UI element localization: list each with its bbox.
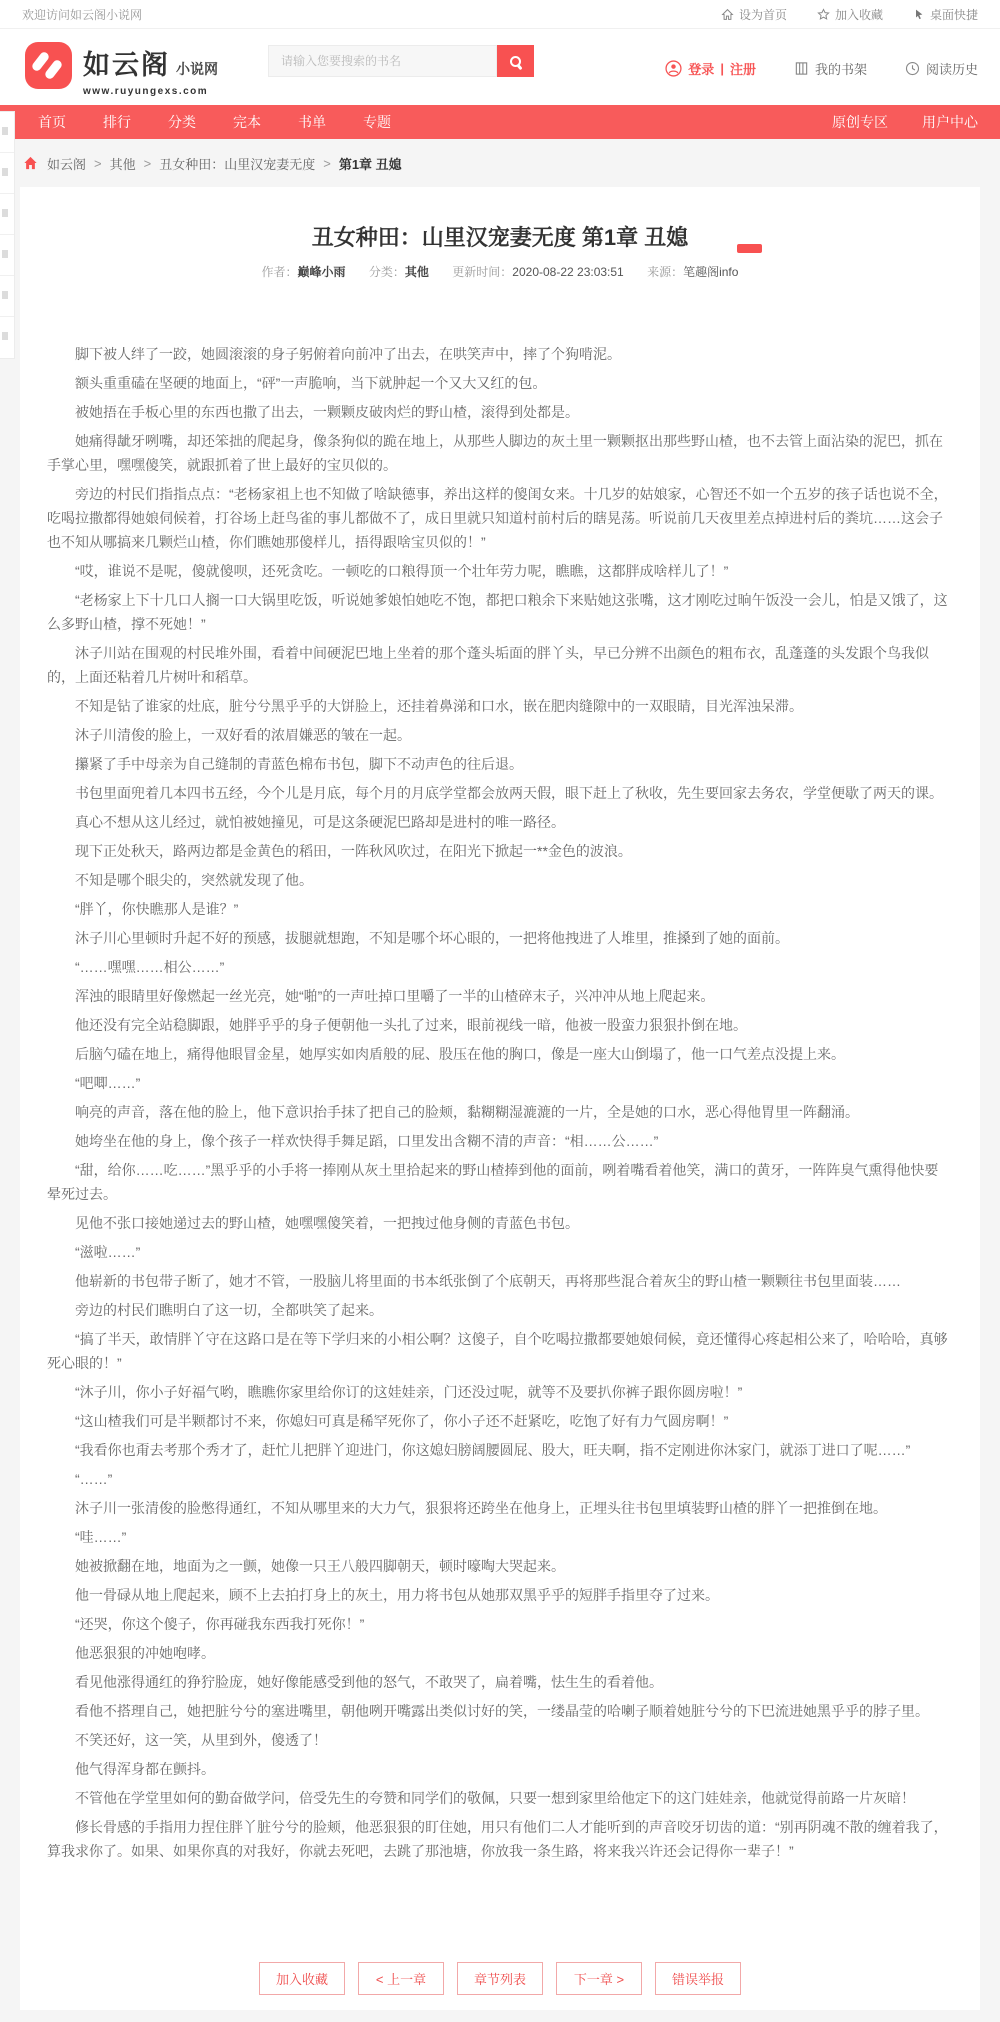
breadcrumb-site[interactable]: 如云阁 [47,156,87,172]
breadcrumb-separator: > [143,155,152,171]
login-label: 登录 [688,62,715,77]
meta-updated [452,265,623,279]
add-favorite-label: 加入收藏 [834,7,883,22]
nav-item-ranking[interactable]: 排行 [103,114,131,130]
topbar-links [721,6,978,23]
side-strip-cell[interactable] [0,153,14,194]
register-label: 注册 [729,62,756,77]
chapter-paragraph: 后脑勺磕在地上，痛得他眼冒金星，她厚实如肉盾般的屁、股压在他的胸口，像是一座大山倒塌了，他一口气差点没提上来。 [75,1046,845,1062]
home-icon [721,8,734,21]
chapter-paragraph: 脚下被人绊了一跤，她圆滚滚的身子躬俯着向前冲了出去，在哄笑声中，摔了个狗啃泥。 [75,346,621,362]
nav-item-booklist[interactable]: 书单 [298,114,326,130]
meta-source-label: 来源： [647,265,684,279]
chapter-paragraph: “哇……” [75,1529,127,1545]
my-bookshelf-link[interactable] [794,59,867,78]
nav-right [832,112,978,132]
brand-name: 如云阁 [83,50,170,80]
reading-history-link[interactable] [905,59,978,78]
search-input[interactable] [268,45,497,77]
chapter-paragraph: 看见他涨得通红的狰狞脸庞，她好像能感受到他的怒气，不敢哭了，扁着嘴，怯生生的看着他。 [75,1674,663,1690]
chapter-paragraph: “我看你也甭去考那个秀才了，赶忙儿把胖丫迎进门，你这媳妇膀阔腰圆屁、股大，旺夫啊，指不定刚进你沐家门，就添丁进口了呢……” [75,1442,911,1458]
chapter-paragraph: 沐子川站在围观的村民堆外围，看着中间硬泥巴地上坐着的那个蓬头垢面的胖丫头，早已分辨不出颜色的粗布衣，乱蓬蓬的头发跟个鸟我似的，上面还粘着几片树叶和稻草。 [47,645,929,685]
chapter-paragraph: 不笑还好，这一笑，从里到外，傻透了！ [75,1732,327,1748]
chapter-paragraph: 他还没有完全站稳脚跟，她胖乎乎的身子便朝他一头扎了过来，眼前视线一暗，他被一股蛮力狠狠扑倒在地。 [75,1017,747,1033]
chapter-paragraph: “哎，谁说不是呢，傻就傻呗，还死贪吃。一顿吃的口粮得顶一个壮年劳力呢，瞧瞧，这都胖成啥样儿了！” [75,563,729,579]
chapter-paragraph: “……嘿嘿……相公……” [75,959,225,975]
nav-item-user-center[interactable]: 用户中心 [922,114,978,130]
chapter-paragraph: “甜，给你……吃……”黑乎乎的小手将一捧刚从灰土里拾起来的野山楂捧到他的面前，咧着嘴看着他笑，满口的黄牙，一阵阵臭气熏得他快要晕死过去。 [47,1162,939,1202]
chapter-paragraph: 她痛得龇牙咧嘴，却还笨拙的爬起身，像条狗似的跪在地上，从那些人脚边的灰土里一颗颗抠出那些野山楂，也不去管上面沾染的泥巴，抓在手掌心里，嘿嘿傻笑，就跟抓着了世上最好的宝贝似的。 [47,433,943,473]
chapter-paragraph: 攥紧了手中母亲为自己缝制的青蓝色棉布书包，脚下不动声色的往后退。 [75,756,523,772]
chapter-paragraph: 修长骨感的手指用力捏住胖丫脏兮兮的脸颊，他恶狠狠的盯住她，用只有他们二人才能听到的声音咬牙切齿的道：“别再阴魂不散的缠着我了，算我求你了。如果、如果你真的对我好，你就去死吧，去跳了那池塘，你放我一条生路，将来我兴许还会记得你一辈子！” [47,1819,948,1859]
red-dash-decoration [737,244,762,253]
chapter-paragraph: 旁边的村民们瞧明白了这一切，全都哄笑了起来。 [75,1302,383,1318]
site-logo[interactable] [25,42,218,97]
chapter-content [20,342,980,1863]
meta-author [262,265,346,279]
side-strip-cell[interactable] [0,112,14,153]
meta-source [647,265,738,279]
site-url: www.ruyungexs.com [83,86,209,97]
breadcrumb-category[interactable]: 其他 [109,156,136,172]
set-home-link[interactable] [721,6,787,23]
meta-source-value: 笔趣阁info [683,265,739,279]
star-icon [817,8,830,21]
page-title: 丑女种田：山里汉宠妻无度 第1章 丑媳 [311,225,689,250]
desktop-shortcut-link[interactable] [913,6,978,23]
chapter-paragraph: 他崭新的书包带子断了，她才不管，一股脑儿将里面的书本纸张倒了个底朝天，再将那些混合着灰尘的野山楂一颗颗往书包里面装…… [75,1273,901,1289]
chapter-paragraph: 他一骨碌从地上爬起来，顾不上去拍打身上的灰土，用力将书包从她那双黑乎乎的短胖手指里夺了过来。 [75,1587,719,1603]
chapter-paragraph: 他气得浑身都在颤抖。 [75,1761,215,1777]
chapter-paragraph: 沐子川心里顿时升起不好的预感，拔腿就想跑，不知是哪个坏心眼的，一把将他拽进了人堆里，推搡到了她的面前。 [75,930,789,946]
login-divider: | [720,61,724,76]
topbar [0,0,1000,29]
meta-category-label: 分类： [368,265,405,279]
brand-suffix: 小说网 [176,61,218,77]
chapter-paragraph: “吧唧……” [75,1075,141,1091]
nav-item-category[interactable]: 分类 [168,114,196,130]
side-strip [0,111,15,359]
chapter-list-button[interactable]: 章节列表 [457,1962,543,1995]
my-bookshelf-label: 我的书架 [814,62,867,77]
side-strip-cell[interactable] [0,317,14,358]
breadcrumb-book[interactable]: 丑女种田：山里汉宠妻无度 [159,156,316,172]
chapter-paragraph: 不管他在学堂里如何的勤奋做学问，倍受先生的夸赞和同学们的敬佩，只要一想到家里给他定下的这门娃娃亲，他就觉得前路一片灰暗！ [75,1790,915,1806]
chapter-paragraph: 旁边的村民们指指点点：“老杨家祖上也不知做了啥缺德事，养出这样的傻闺女来。十几岁的姑娘家，心智还不如一个五岁的孩子话也说不全，吃喝拉撒都得她娘伺候着，打谷场上赶鸟雀的事儿都做不了，成日里就只知道村前村后的瞎晃荡。听说前几天夜里差点掉进村后的粪坑……这会子也不知从哪搞来几颗烂山楂，你们瞧她那傻样儿，捂得跟啥宝贝似的！” [47,486,948,550]
header-links [665,59,978,78]
add-favorite-link[interactable] [817,6,883,23]
nav-item-topics[interactable]: 专题 [363,114,391,130]
search-bar [268,45,534,77]
chapter-paragraph: 见他不张口接她递过去的野山楂，她嘿嘿傻笑着，一把拽过他身侧的青蓝色书包。 [75,1215,579,1231]
meta-author-value: 巅峰小雨 [297,265,346,279]
chapter-paragraph: 不知是哪个眼尖的，突然就发现了他。 [75,872,313,888]
chapter-paragraph: 额头重重磕在坚硬的地面上，“砰”一声脆响，当下就肿起一个又大又红的包。 [75,375,547,391]
chapter-paragraph: “胖丫，你快瞧那人是谁？” [75,901,239,917]
main-nav [0,105,1000,139]
nav-item-original-zone[interactable]: 原创专区 [832,114,888,130]
meta-updated-value: 2020-08-22 23:03:51 [512,265,624,279]
welcome-text: 欢迎访问如云阁小说网 [22,7,143,22]
home-icon [23,156,38,170]
chapter-paragraph: “搞了半天，敢情胖丫守在这路口是在等下学归来的小相公啊？这傻子，自个吃喝拉撒都要她娘伺候，竟还懂得心疼起相公来了，哈哈哈，真够死心眼的！” [47,1331,948,1371]
side-strip-cell[interactable] [0,194,14,235]
chapter-paragraph: 沐子川一张清俊的脸憋得通红，不知从哪里来的大力气，狠狠将还跨坐在他身上，正埋头往书包里填装野山楂的胖丫一把推倒在地。 [75,1500,887,1516]
chapter-paragraph: 她垮坐在他的身上，像个孩子一样欢快得手舞足蹈，口里发出含糊不清的声音：“相……公……” [75,1133,659,1149]
chapter-paragraph: 他恶狠狠的冲她咆哮。 [75,1645,215,1661]
desktop-shortcut-label: 桌面快捷 [929,7,978,22]
chapter-paragraph: 她被掀翻在地，地面为之一颤，她像一只王八般四脚朝天，顿时嚎啕大哭起来。 [75,1558,565,1574]
breadcrumb-chapter: 第1章 丑媳 [338,156,402,172]
clock-icon [905,61,920,76]
nav-item-completed[interactable]: 完本 [233,114,261,130]
side-strip-cell[interactable] [0,276,14,317]
user-icon [665,60,682,77]
chapter-paragraph: 现下正处秋天，路两边都是金黄色的稻田，一阵秋风吹过，在阳光下掀起一**金色的波浪。 [75,843,632,859]
add-favorite-button[interactable]: 加入收藏 [259,1962,345,1995]
chapter-paragraph: 看他不搭理自己，她把脏兮兮的塞进嘴里，朝他咧开嘴露出类似讨好的笑，一缕晶莹的哈喇子顺着她脏兮兮的下巴流进她黑乎乎的脖子里。 [75,1703,929,1719]
prev-chapter-button[interactable]: < 上一章 [358,1962,444,1995]
bookshelf-icon [794,61,809,76]
nav-item-home[interactable]: 首页 [38,114,66,130]
chapter-paragraph: “滋啦……” [75,1244,141,1260]
search-button[interactable] [497,45,534,77]
cursor-icon [913,8,925,21]
logo-icon [25,42,72,89]
error-report-button[interactable]: 错误举报 [655,1962,741,1995]
next-chapter-button[interactable]: 下一章 > [556,1962,642,1995]
chapter-paragraph: 响亮的声音，落在他的脸上，他下意识抬手抹了把自己的脸颊，黏糊糊湿漉漉的一片，全是她的口水，恶心得他胃里一阵翻涌。 [75,1104,859,1120]
chapter-buttons [20,1962,980,1995]
chapter-paragraph: “还哭，你这个傻子，你再碰我东西我打死你！” [75,1616,365,1632]
meta-updated-label: 更新时间： [452,265,513,279]
meta-author-label: 作者： [261,265,298,279]
chapter-paragraph: “这山楂我们可是半颗都讨不来，你媳妇可真是稀罕死你了，你小子还不赶紧吃，吃饱了好有力气圆房啊！” [75,1413,729,1429]
brand-block [83,42,218,97]
set-home-label: 设为首页 [738,7,787,22]
chapter-paragraph: “沐子川，你小子好福气哟，瞧瞧你家里给你订的这娃娃亲，门还没过呢，就等不及要扒你裤子跟你圆房啦！” [75,1384,743,1400]
chapter-card [20,187,980,2010]
article-meta [20,263,980,280]
reading-history-label: 阅读历史 [925,62,978,77]
chapter-paragraph: 书包里面兜着几本四书五经，今个儿是月底，每个月的月底学堂都会放两天假，眼下赶上了秋收，先生要回家去务农，学堂便歇了两天的课。 [75,785,943,801]
side-strip-cell[interactable] [0,235,14,276]
chapter-paragraph: 被她捂在手板心里的东西也撒了出去，一颗颗皮破肉烂的野山楂，滚得到处都是。 [75,404,579,420]
search-icon [510,56,521,67]
chapter-paragraph: “老杨家上下十几口人搁一口大锅里吃饭，听说她爹娘怕她吃不饱，都把口粮余下来贴她这张嘴，这才刚吃过晌午饭没一会儿，怕是又饿了，这么多野山楂，撑不死她！” [47,592,948,632]
chapter-paragraph: “……” [75,1471,113,1487]
chapter-paragraph: 不知是钻了谁家的灶底，脏兮兮黑乎乎的大饼脸上，还挂着鼻涕和口水，嵌在肥肉缝隙中的一双眼睛，目光浑浊呆滞。 [75,698,803,714]
chapter-paragraph: 真心不想从这儿经过，就怕被她撞见，可是这条硬泥巴路却是进村的唯一路径。 [75,814,565,830]
breadcrumb [0,139,1000,187]
meta-category [369,265,429,279]
login-register-link[interactable] [665,59,756,78]
breadcrumb-separator: > [94,155,102,171]
header [0,29,1000,105]
meta-category-value: 其他 [404,265,429,279]
breadcrumb-separator: > [323,155,331,171]
chapter-paragraph: 浑浊的眼睛里好像燃起一丝光亮，她“啪”的一声吐掉口里嚼了一半的山楂碎末子，兴冲冲从地上爬起来。 [75,988,715,1004]
chapter-paragraph: 沐子川清俊的脸上，一双好看的浓眉嫌恶的皱在一起。 [75,727,411,743]
